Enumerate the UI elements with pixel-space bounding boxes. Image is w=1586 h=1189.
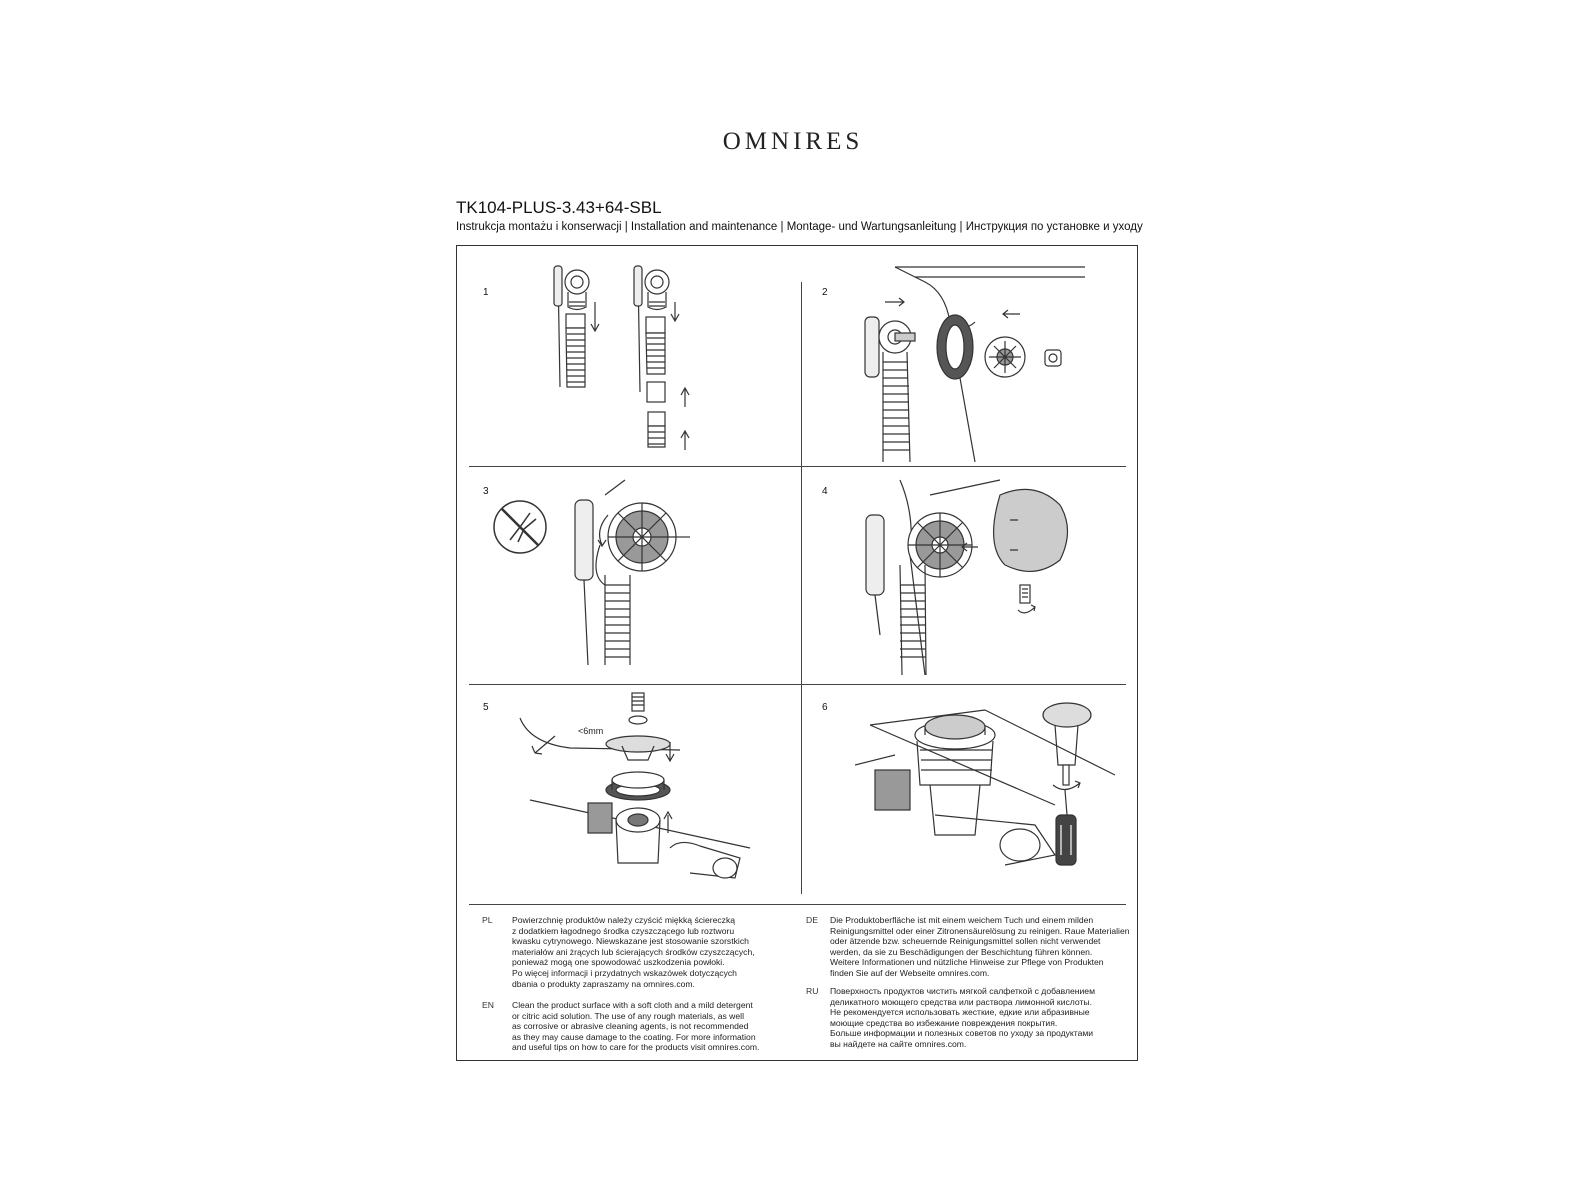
care-paragraph-pl: Powierzchnię produktów należy czyścić miękką ściereczką z dodatkiem łagodnego środka czyszczącego lub roztworu kwasku cytrynowego. Niewskazane jest stosowanie szorstkich materiałów ani żrących lub ścierających środków czyszczących, ponieważ mogą one spowodować uszkodzenia powłoki. Po więcej informacji i przydatnych wskazówek dotyczących dbania o produkty zapraszamy na omnires.com. [512,915,755,989]
step-number-1: 1 [483,287,489,298]
care-paragraph-ru: Поверхность продуктов чистить мягкой салфеткой с добавлением деликатного моющего средства или раствора лимонной кислоты. Не рекомендуется использовать жесткие, едкие или абразивные моющие средства во избежание повреждения покрытия. Больше информации и полезных советов по уходу за продуктами вы найдете на сайте omnires.com. [830,986,1095,1049]
step-4-illustration [860,475,1100,685]
care-text-ru [830,986,1130,1050]
lang-code-de: DE [806,915,818,925]
step-number-3: 3 [483,486,489,497]
step-number-4: 4 [822,486,828,497]
care-paragraph-de: Die Produktoberfläche ist mit einem weichem Tuch und einem milden Reinigungsmittel oder einer Zitronensäurelösung zu reinigen. Raue Materialien oder ätzende bzw. scheuernde Reinigungsmittel sollen nicht verwendet werden, da sie zu Beschädigungen der Beschichtung führen können. Weitere Informationen und nützliche Hinweise zur Pflege von Produkten finden Sie auf der Webseite omnires.com. [830,915,1130,978]
step-6-illustration [855,695,1115,895]
step-number-6: 6 [822,702,828,713]
lang-code-pl: PL [482,915,493,925]
divider [469,466,1126,467]
lang-code-ru: RU [806,986,819,996]
dimension-label: <6mm [578,726,604,736]
divider [801,282,802,894]
step-1-illustration [540,262,720,462]
step-5-illustration [510,688,780,898]
brand-logo: OMNIRES [722,128,864,155]
care-text-de [830,915,1130,979]
care-text-en [512,1000,782,1053]
document-subtitle: Instrukcja montażu i konserwacji | Installation and maintenance | Montage- und Wartungsanleitung | Инструкция по установке и уходу [456,221,1143,233]
step-2-illustration [855,262,1115,462]
lang-code-en: EN [482,1000,494,1010]
care-text-pl [512,915,782,989]
step-3-illustration [480,475,780,675]
step-number-5: 5 [483,702,489,713]
step-number-2: 2 [822,287,828,298]
divider [469,904,1126,905]
care-paragraph-en: Clean the product surface with a soft cloth and a mild detergent or citric acid solution. The use of any rough materials, as well as corrosive or abrasive cleaning agents, is not recommended as they may cause damage to the coating. For more information and useful tips on how to care for the products visit omnires.com. [512,1000,760,1053]
model-number: TK104-PLUS-3.43+64-SBL [456,198,662,217]
no-pliers-icon [494,501,546,553]
